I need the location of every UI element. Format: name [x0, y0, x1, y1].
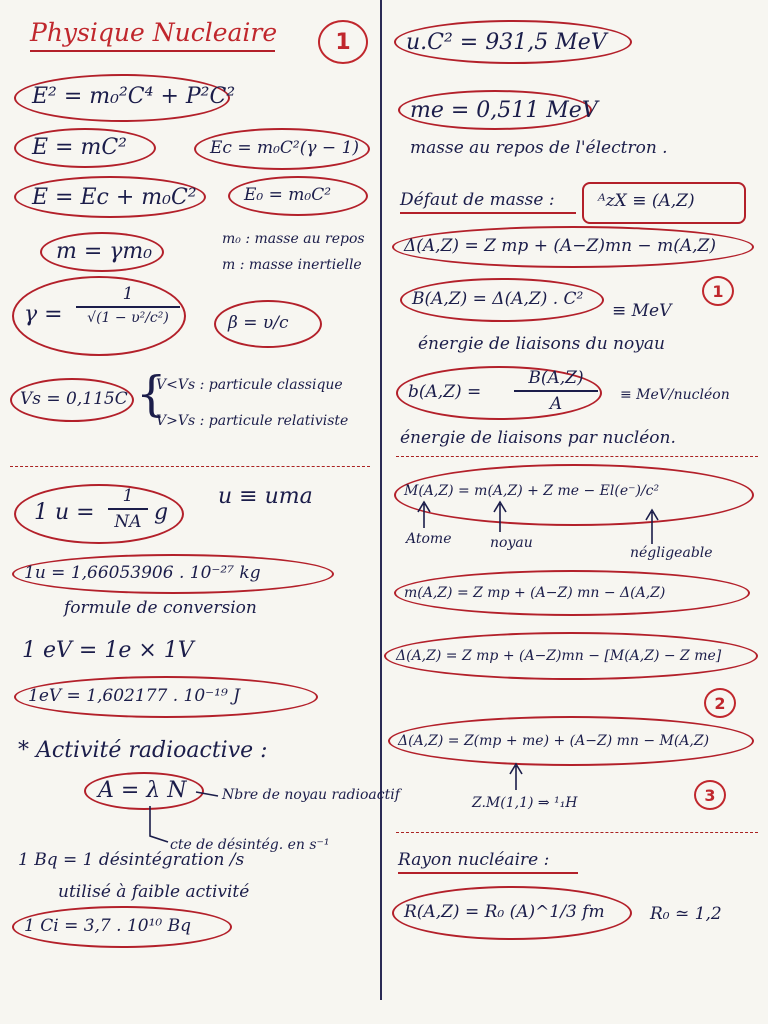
binding-per-nucleon-lhs: b(A,Z) =: [408, 382, 482, 402]
rest-mass-note: m₀ : masse au repos: [222, 231, 365, 247]
kinetic-energy-formula: Ec = m₀C²(γ − 1): [210, 138, 360, 158]
r0-value: R₀ ≃ 1,2: [650, 904, 722, 924]
atomic-mass-unit-value: 1u = 1,66053906 . 10⁻²⁷ kg: [24, 563, 261, 583]
inertial-mass-note: m : masse inertielle: [222, 257, 362, 273]
conversion-note: formule de conversion: [64, 598, 257, 618]
activity-nuclei-note: Nbre de noyau radioactif: [222, 787, 400, 803]
beta-formula: β = υ/c: [228, 313, 289, 333]
electronvolt-value: 1eV = 1,602177 . 10⁻¹⁹ J: [28, 686, 240, 706]
binding-per-nucleon-note: énergie de liaisons par nucléon.: [400, 428, 676, 448]
section-divider-right-2: [396, 832, 758, 833]
relativistic-case: V>Vs : particule relativiste: [156, 413, 349, 429]
electron-mass-note: masse au repos de l'électron .: [410, 138, 668, 158]
electronvolt-definition: 1 eV = 1e × 1V: [22, 638, 194, 663]
electron-mass: me = 0,511 MeV: [410, 98, 598, 123]
binding-energy-unit: ≡ MeV: [612, 301, 672, 321]
relativistic-mass-formula: m = γm₀: [56, 239, 153, 264]
becquerel-definition: 1 Bq = 1 désintégration /s: [18, 850, 245, 870]
activity-title: * Activité radioactive :: [18, 738, 268, 763]
binding-per-nucleon-numerator: B(A,Z): [528, 368, 584, 388]
atomic-mass-formula: M(A,Z) = m(A,Z) + Z me − El(e⁻)/c²: [404, 483, 660, 499]
negligible-label: négligeable: [630, 545, 713, 561]
equation-marker-1: 1: [702, 276, 734, 306]
binding-energy-note: énergie de liaisons du noyau: [418, 334, 665, 354]
curie-value: 1 Ci = 3,7 . 10¹⁰ Bq: [24, 916, 192, 936]
cases-brace: {: [136, 366, 167, 422]
nuclear-radius-title: Rayon nucléaire :: [398, 850, 550, 870]
mass-defect-atomic-formula: Δ(A,Z) = Z mp + (A−Z)mn − [M(A,Z) − Z me]: [396, 648, 722, 664]
nuclide-notation: ᴬzX ≡ (A,Z): [598, 191, 695, 211]
mass-defect-formula: Δ(A,Z) = Z mp + (A−Z)mn − m(A,Z): [404, 236, 716, 256]
activity-formula: A = λ N: [98, 778, 187, 803]
page-title: Physique Nucleaire: [30, 18, 278, 47]
uma-energy-equivalent: u.C² = 931,5 MeV: [406, 30, 607, 55]
hydrogen-equivalence: Z.M(1,1) ⇒ ¹₁H: [472, 795, 578, 811]
gamma-numerator: 1: [122, 284, 134, 304]
binding-energy-formula: B(A,Z) = Δ(A,Z) . C²: [412, 289, 584, 309]
binding-per-nucleon-unit: ≡ MeV/nucléon: [620, 387, 730, 403]
equation-marker-2: 2: [704, 688, 736, 718]
rest-energy-formula: E₀ = m₀C²: [244, 185, 332, 205]
nuclear-radius-formula: R(A,Z) = R₀ (A)^1/3 fm: [404, 902, 605, 922]
total-energy-formula: E = Ec + m₀C²: [32, 185, 197, 210]
gamma-denominator: √(1 − υ²/c²): [87, 310, 169, 326]
mass-defect-title: Défaut de masse :: [400, 190, 555, 210]
uma-equivalence: u ≡ uma: [218, 484, 313, 509]
binding-per-nucleon-denominator: A: [549, 394, 563, 414]
page-number-badge: 1: [318, 20, 368, 64]
mass-energy-formula: E = mC²: [32, 135, 127, 160]
nucleus-label: noyau: [490, 535, 533, 551]
uma-unit: g: [154, 500, 169, 525]
uma-denominator: NA: [114, 512, 142, 532]
classical-case: V<Vs : particule classique: [156, 377, 343, 393]
nuclear-radius-underline: [398, 872, 578, 874]
uma-lhs: 1 u =: [34, 500, 95, 525]
activity-lambda-note: cte de désintég. en s⁻¹: [170, 837, 330, 853]
gamma-lhs: γ =: [24, 302, 63, 327]
equation-marker-3: 3: [694, 780, 726, 810]
uma-numerator: 1: [122, 486, 134, 506]
mass-defect-hydrogen-formula: Δ(A,Z) = Z(mp + me) + (A−Z) mn − M(A,Z): [398, 733, 710, 749]
energy-momentum-formula: E² = m₀²C⁴ + P²C²: [32, 84, 236, 109]
atom-label: Atome: [406, 531, 452, 547]
threshold-speed: Vs = 0,115C: [20, 389, 128, 409]
becquerel-usage: utilisé à faible activité: [58, 882, 250, 902]
nuclear-mass-formula: m(A,Z) = Z mp + (A−Z) mn − Δ(A,Z): [404, 585, 666, 601]
